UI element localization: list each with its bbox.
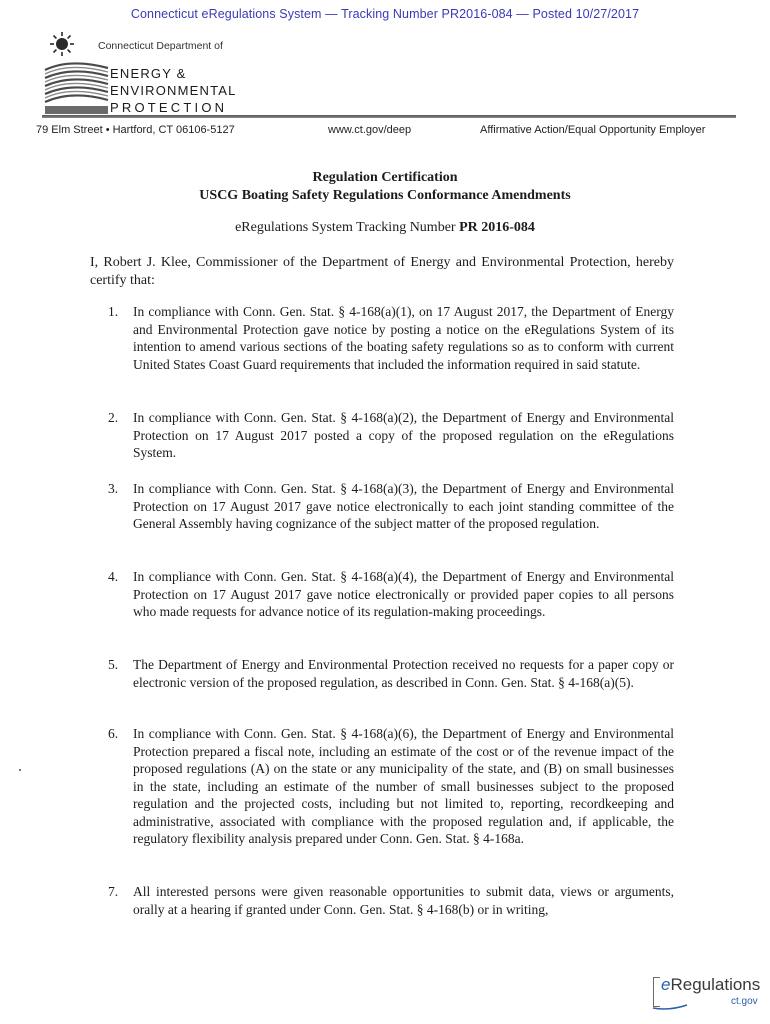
item-number: 5. <box>108 657 119 672</box>
item-number: 4. <box>108 569 119 584</box>
tracking-line <box>0 220 770 236</box>
item-number: 7. <box>108 884 119 899</box>
list-item <box>108 656 674 691</box>
document-subtitle: USCG Boating Safety Regulations Conformance Amendments <box>199 188 571 203</box>
item-text: In compliance with Conn. Gen. Stat. § 4-168(a)(1), on 17 August 2017, the Department of Energy and Environmental Protection gave notice by posting a notice on the eRegulations System of its intention to amend various sections of the boating safety regulations so as to conform with current United States Coast Guard requirements that included the information required in said statute. <box>133 304 674 372</box>
badge-brand <box>661 975 760 995</box>
document-title: Regulation Certification <box>312 170 458 185</box>
list-item <box>108 480 674 533</box>
badge-e: e <box>661 975 671 994</box>
eeo-statement: Affirmative Action/Equal Opportunity Employer <box>480 124 706 136</box>
item-text: In compliance with Conn. Gen. Stat. § 4-168(a)(4), the Department of Energy and Environmental Protection on 17 August 2017 gave notice electronically or provided paper copies to all persons who made requests for advance notice of its regulation-making proceedings. <box>133 569 674 619</box>
item-text: All interested persons were given reasonable opportunities to submit data, views or arguments, orally at a hearing if granted under Conn. Gen. Stat. § 4-168(b) or in writing, <box>133 884 674 917</box>
item-text: In compliance with Conn. Gen. Stat. § 4-168(a)(2), the Department of Energy and Environmental Protection on 17 August 2017 posted a copy of the proposed regulation on the eRegulations System. <box>133 410 674 460</box>
list-item <box>108 568 674 621</box>
tracking-number: PR 2016-084 <box>459 220 535 235</box>
item-number: 2. <box>108 410 119 425</box>
item-number: 1. <box>108 304 119 319</box>
item-text: In compliance with Conn. Gen. Stat. § 4-168(a)(3), the Department of Energy and Environmental Protection on 17 August 2017 gave notice electronically to each joint standing committee of the General Assembly having cognizance of the subject matter of the proposed regulation. <box>133 481 674 531</box>
item-text: The Department of Energy and Environmental Protection received no requests for a paper copy or electronic version of the proposed regulation, as described in Conn. Gen. Stat. § 4-168(a)(5). <box>133 657 674 690</box>
list-item <box>108 409 674 462</box>
letterhead-rule <box>42 115 736 118</box>
logo-line-energy: ENERGY & <box>110 66 187 81</box>
list-item <box>108 883 674 918</box>
website-link[interactable]: www.ct.gov/deep <box>328 124 412 136</box>
posting-banner: Connecticut eRegulations System — Tracking Number PR2016-084 — Posted 10/27/2017 <box>130 7 640 21</box>
scan-speck <box>19 769 21 771</box>
certification-intro: I, Robert J. Klee, Commissioner of the Department of Energy and Environmental Protection, hereby certify that: <box>90 255 674 288</box>
tracking-prefix: eRegulations System Tracking Number <box>235 220 460 235</box>
address: 79 Elm Street • Hartford, CT 06106-5127 <box>36 124 235 136</box>
badge-domain: ct.gov <box>731 996 758 1007</box>
swoosh-icon <box>651 1002 691 1012</box>
item-text: In compliance with Conn. Gen. Stat. § 4-168(a)(6), the Department of Energy and Environmental Protection prepared a fiscal note, including an estimate of the cost or of the revenue impact of the proposed regulations (A) on the state or any municipality of the state, and (B) on small businesses in the state, including an estimate of the number of small businesses subject to the proposed regulation and the projected costs, including but not limited to, reporting, recordkeeping and administrative, associated with compliance with the proposed regulation and, if applicable, the regulatory flexibility analysis prepared under Conn. Gen. Stat. § 4-168a. <box>133 726 674 846</box>
logo-line-environmental: ENVIRONMENTAL <box>110 83 237 98</box>
item-number: 6. <box>108 726 119 741</box>
badge-brand-text: Regulations <box>670 975 761 994</box>
eregulations-badge[interactable] <box>651 974 761 1014</box>
logo-line-protection: PROTECTION <box>110 100 228 115</box>
list-item <box>108 725 674 848</box>
list-item <box>108 303 674 373</box>
dept-of-label: Connecticut Department of <box>98 40 223 52</box>
item-number: 3. <box>108 481 119 496</box>
